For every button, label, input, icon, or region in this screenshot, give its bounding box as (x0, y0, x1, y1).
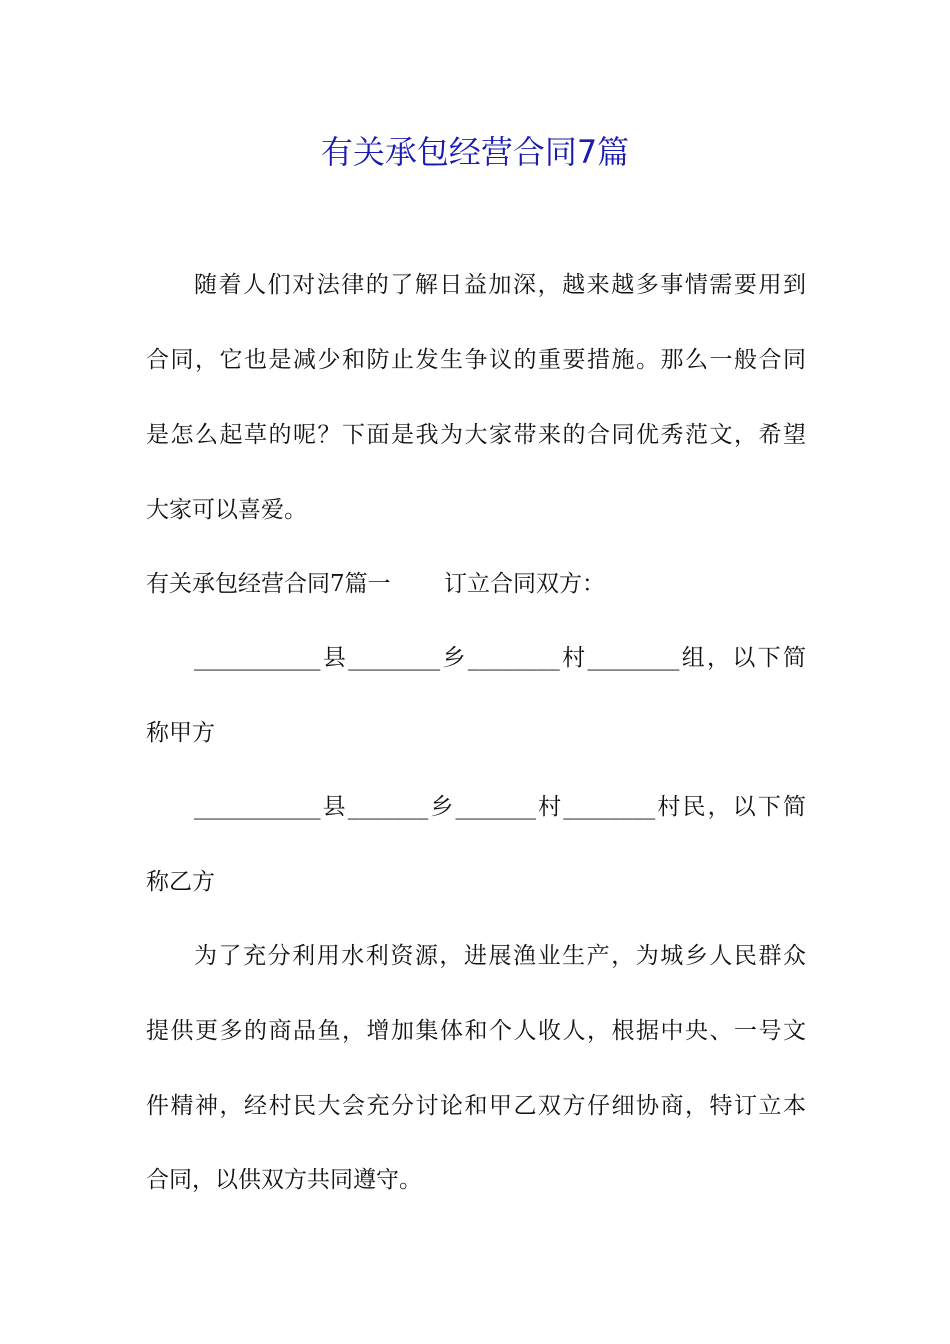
intro-line: 大家可以喜爱。 (146, 497, 307, 523)
party-a-line: 称甲方 (146, 720, 215, 746)
intro-line: 随着人们对法律的了解日益加深，越来越多事情需要用到 (194, 272, 806, 298)
purpose-line: 合同，以供双方共同遵守。 (146, 1167, 422, 1193)
intro-line: 是怎么起草的呢？下面是我为大家带来的合同优秀范文，希望 (146, 422, 806, 448)
party-b-line: 称乙方 (146, 869, 215, 895)
purpose-line: 为了充分利用水利资源，进展渔业生产，为城乡人民群众 (194, 943, 806, 969)
section-heading: 有关承包经营合同7篇一 订立合同双方： (146, 571, 605, 597)
party-a-line: ___________县________乡________村________组，以下简 (194, 645, 806, 671)
purpose-line: 件精神，经村民大会充分讨论和甲乙双方仔细协商，特订立本 (146, 1093, 806, 1119)
document-title: 有关承包经营合同7篇 (320, 133, 630, 171)
purpose-line: 提供更多的商品鱼，增加集体和个人收人，根据中央、一号文 (146, 1018, 806, 1044)
intro-line: 合同，它也是减少和防止发生争议的重要措施。那么一般合同 (146, 347, 806, 373)
party-b-line: ___________县_______乡_______村________村民，以下简 (194, 794, 806, 820)
